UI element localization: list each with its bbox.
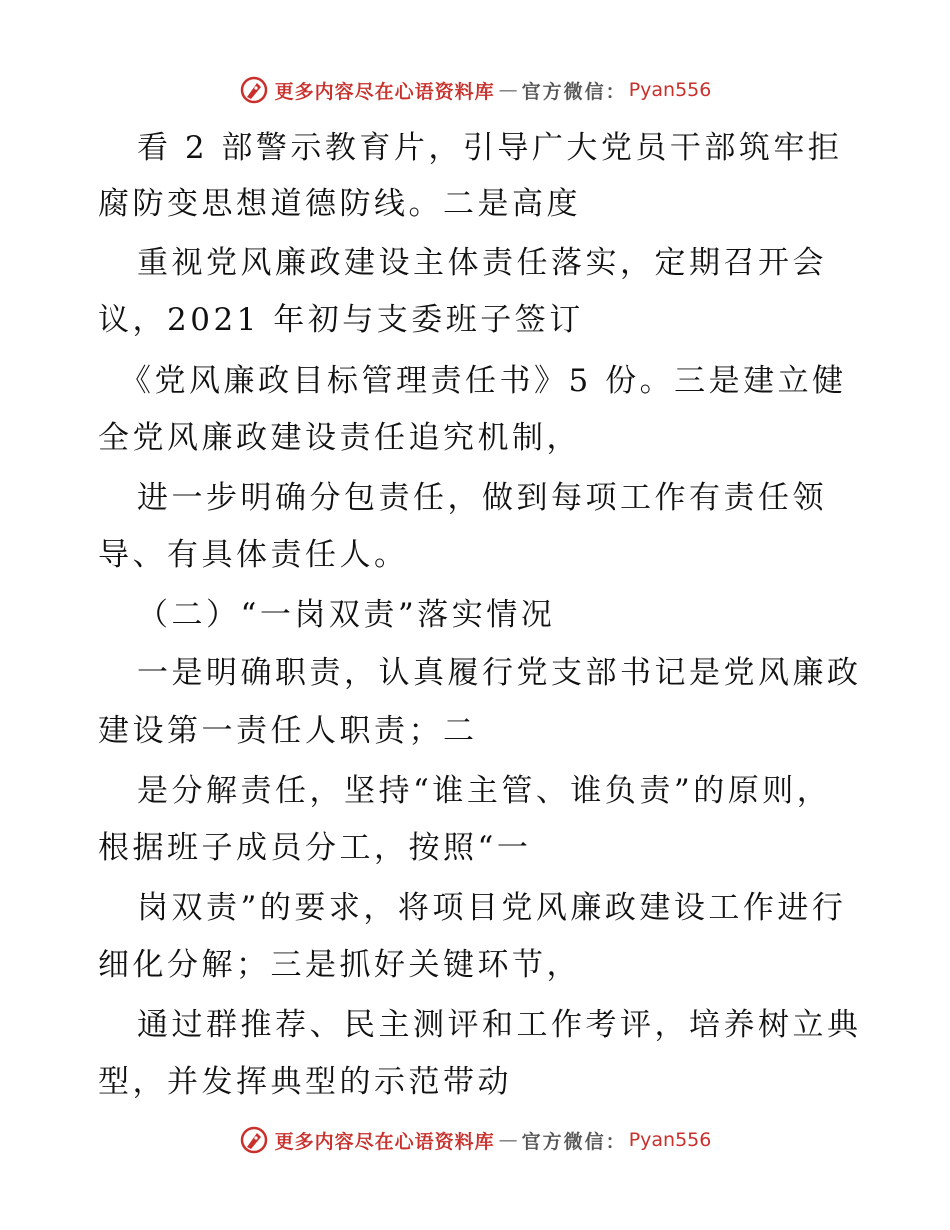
text-line: 建设第一责任人职责；二 — [98, 713, 478, 749]
pen-nib-icon — [239, 1125, 269, 1155]
text-line: 是分解责任，坚持“谁主管、谁负责”的原则， — [137, 773, 832, 809]
watermark-brand: 更多内容尽在心语资料库 — [274, 1130, 495, 1153]
text-line: 全党风廉政建设责任追究机制， — [98, 420, 581, 456]
text-line: 进一步明确分包责任，做到每项工作有责任领 — [137, 480, 827, 516]
text-line: 重视党风廉政建设主体责任落实，定期召开会 — [137, 245, 827, 281]
text-line: 腐防变思想道德防线。二是高度 — [98, 186, 581, 222]
text-line: 议，2021 年初与支委班子签订 — [98, 302, 584, 338]
watermark-wechat-label: 官方微信： — [521, 1130, 627, 1153]
watermark-wechat-id: Pyan556 — [628, 79, 712, 101]
text-line: 导、有具体责任人。 — [98, 537, 409, 573]
text-line: 一是明确职责，认真履行党支部书记是党风廉政 — [137, 655, 862, 691]
text-line: 岗双责”的要求，将项目党风廉政建设工作进行 — [137, 890, 847, 926]
pen-nib-icon — [239, 75, 269, 105]
watermark-brand: 更多内容尽在心语资料库 — [274, 80, 495, 103]
watermark-banner-bottom — [0, 1120, 950, 1160]
section-heading: （二）“一岗双责”落实情况 — [137, 597, 556, 633]
text-line: 《党风廉政目标管理责任书》5 份。三是建立健 — [120, 363, 847, 399]
text-line: 细化分解；三是抓好关键环节， — [98, 947, 581, 983]
text-line: 看 2 部警示教育片，引导广大党员干部筑牢拒 — [137, 130, 843, 166]
watermark-wechat-label: 官方微信： — [521, 80, 627, 103]
watermark-separator: — — [498, 1129, 518, 1151]
watermark-separator: — — [498, 79, 518, 101]
watermark-wechat-id: Pyan556 — [628, 1129, 712, 1151]
text-line: 型，并发挥典型的示范带动 — [98, 1064, 512, 1100]
text-line: 通过群推荐、民主测评和工作考评，培养树立典 — [137, 1007, 862, 1043]
watermark-banner-top — [0, 70, 950, 110]
text-line: 根据班子成员分工，按照“一 — [98, 830, 532, 866]
